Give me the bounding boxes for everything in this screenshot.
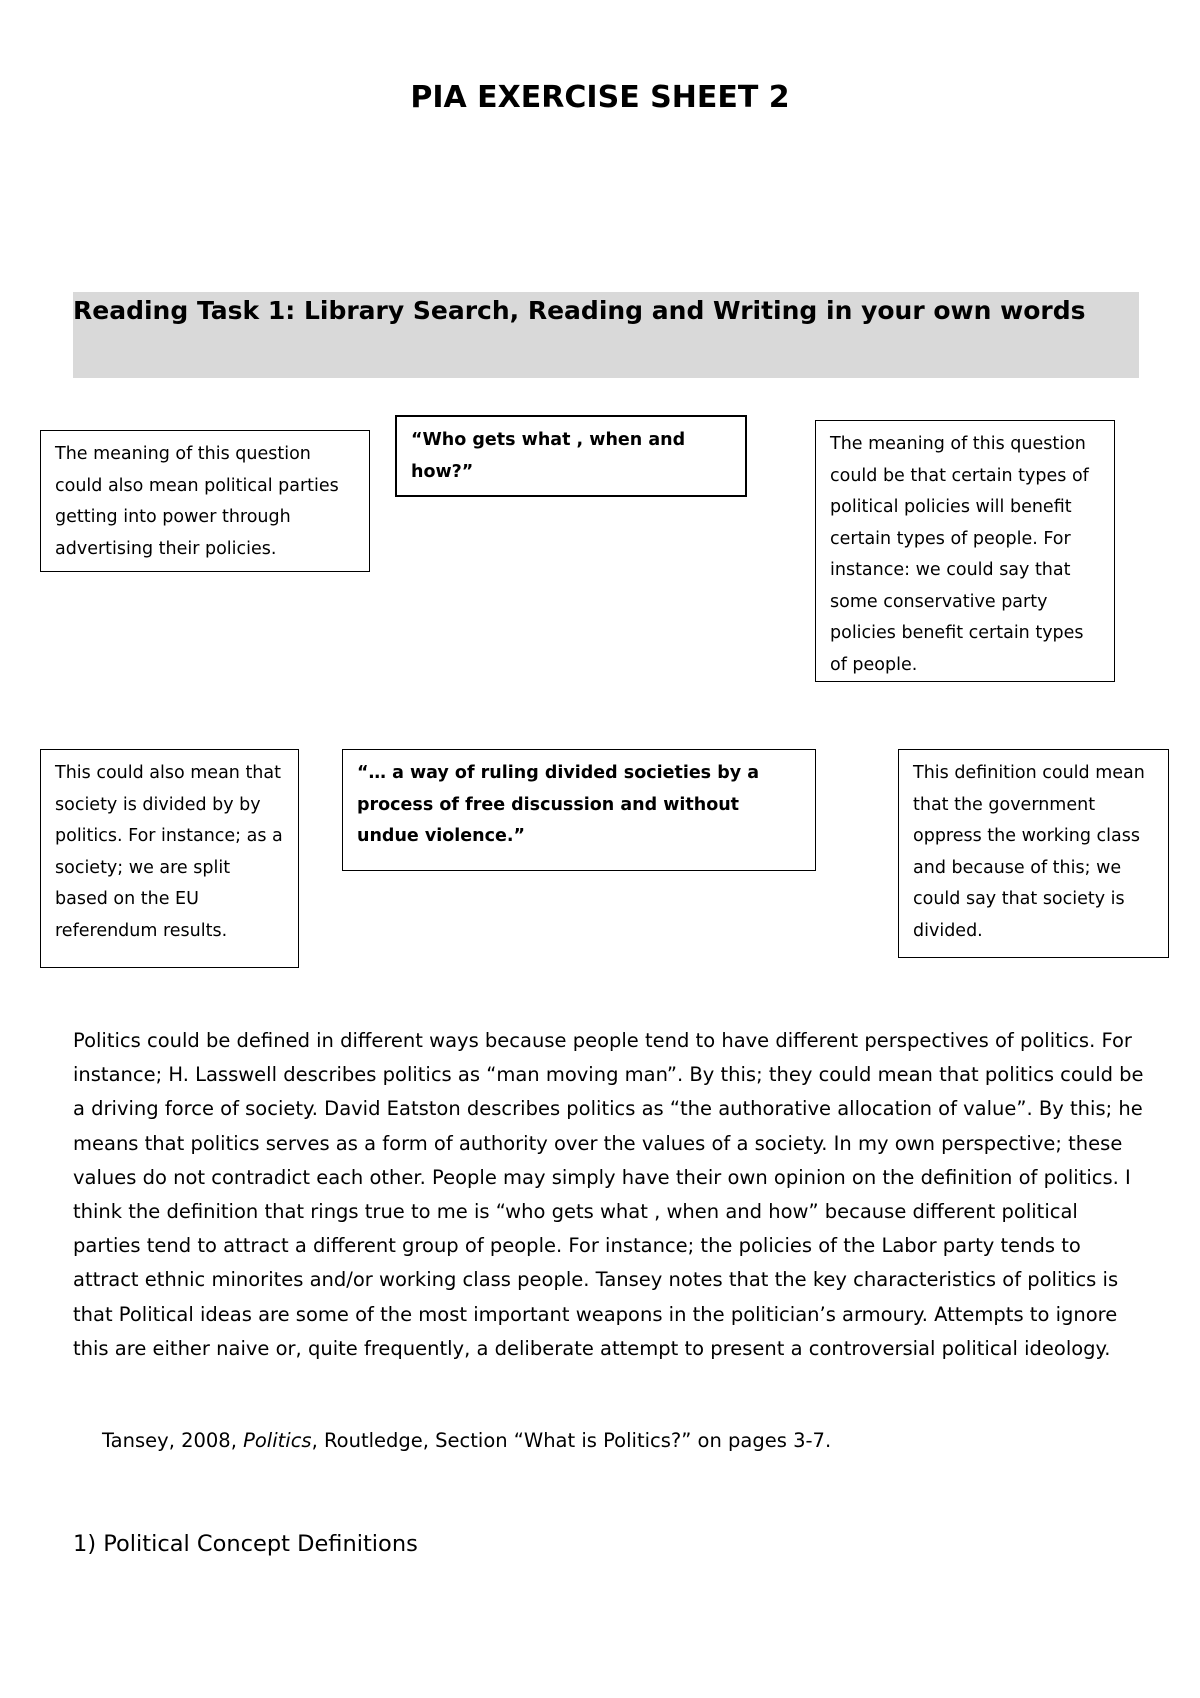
quote-box-who-gets-what: “Who gets what , when and how?” (395, 415, 747, 497)
citation-book-title: Politics (243, 1429, 312, 1452)
citation-details: , Routledge, Section “What is Politics?” on pages 3-7. (311, 1429, 832, 1452)
note-box-bottom-left: This could also mean that society is divided by by politics. For instance; as a society; we are split based on the EU referendum results. (40, 749, 299, 968)
note-box-top-right: The meaning of this question could be that certain types of political policies will benefit certain types of people. For instance: we could say that some conservative party policies benefit certain types of people. (815, 420, 1115, 682)
task-heading: Reading Task 1: Library Search, Reading and Writing in your own words (73, 296, 1086, 325)
section-heading-text: Political Concept Definitions (103, 1531, 418, 1557)
quote-box-ruling-divided-societies: “… a way of ruling divided societies by a process of free discussion and without undue violence.” (342, 749, 816, 871)
section-heading (73, 1531, 418, 1557)
section-heading-number: 1) (73, 1531, 97, 1557)
citation (102, 1424, 831, 1458)
citation-author-year: Tansey, 2008, (102, 1429, 244, 1452)
page-title: PIA EXERCISE SHEET 2 (410, 80, 790, 115)
note-box-bottom-right: This definition could mean that the government oppress the working class and because of this; we could say that society is divided. (898, 749, 1169, 958)
note-box-top-left: The meaning of this question could also mean political parties getting into power through advertising their policies. (40, 430, 370, 572)
body-paragraph: Politics could be defined in different ways because people tend to have different perspectives of politics. For instance; H. Lasswell describes politics as “man moving man”. By this; they could mean that politics could be a driving force of society. David Eatston describes politics as “the authorative allocation of value”. By this; he means that politics serves as a form of authority over the values of a society. In my own perspective; these values do not contradict each other. People may simply have their own opinion on the definition of politics. I think the definition that rings true to me is “who gets what , when and how” because different political parties tend to attract a different group of people. For instance; the policies of the Labor party tends to attract ethnic minorites and/or working class people. Tansey notes that the key characteristics of politics is that Political ideas are some of the most important weapons in the politician’s armoury. Attempts to ignore this are either naive or, quite frequently, a deliberate attempt to present a controversial political ideology. (73, 1029, 1144, 1360)
task-heading-banner (73, 292, 1139, 378)
